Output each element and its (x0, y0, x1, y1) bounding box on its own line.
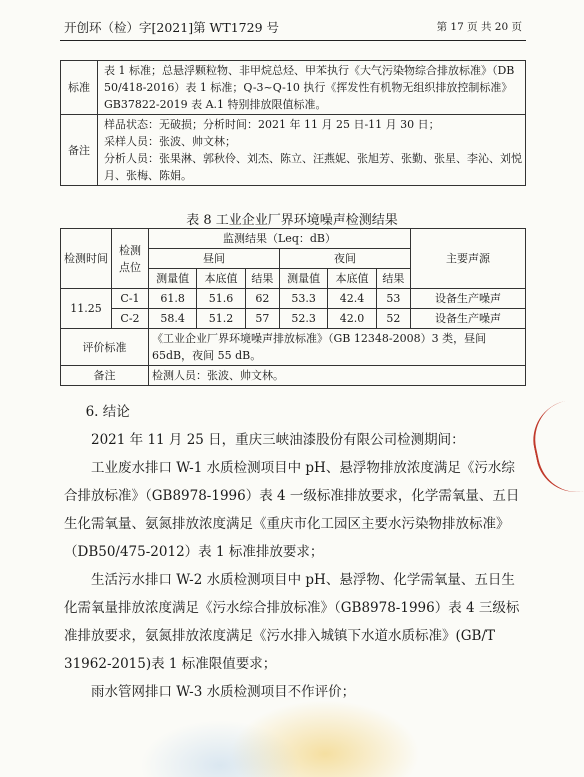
conclusion-paragraph: 雨水管网排口 W-3 水质检测项目不作评价； (91, 684, 356, 700)
col-header-day: 昼间 (149, 249, 280, 269)
night-result-cell: 53 (376, 289, 410, 309)
noise-results-table (60, 228, 526, 386)
day-measured-cell: 58.4 (149, 309, 197, 329)
night-background-cell: 42.4 (328, 289, 376, 309)
eval-text: 《工业企业厂界环境噪声排放标准》（GB 12348-2008）3 类，昼间 65dB，夜间 55 dB。 (149, 329, 526, 366)
table-caption: 表 8 工业企业厂界环境噪声检测结果 (186, 213, 398, 228)
night-result-cell: 52 (376, 309, 410, 329)
source-cell: 设备生产噪声 (411, 309, 526, 329)
day-result-cell: 57 (245, 309, 279, 329)
col-header-day-measured: 测量值 (149, 269, 197, 289)
table-row (61, 115, 526, 186)
table-header-row (61, 229, 526, 249)
col-header-day-background: 本底值 (197, 269, 245, 289)
conclusion-paragraph: 生活污水排口 W-2 水质检测项目中 pH、悬浮物、化学需氧量、五日生化需氧量排放浓度满足《污水综合排放标准》（GB8978-1996）表 4 三级标准排放要求，氨氮排放浓度满足《污水排入城镇下水道水质标准》(GB/T 31962-2015)表 1 标准限值要求； (64, 572, 520, 672)
page-header (64, 14, 522, 36)
col-header-results: 监测结果（Leq：dB） (149, 229, 411, 249)
remarks-text: 检测人员：张波、帅文林。 (149, 366, 526, 386)
table-row (61, 61, 526, 115)
col-header-day-result: 结果 (245, 269, 279, 289)
table-row (61, 309, 526, 329)
night-measured-cell: 52.3 (279, 309, 327, 329)
seal-arc (526, 400, 584, 499)
point-cell: C-2 (112, 309, 149, 329)
night-measured-cell: 53.3 (279, 289, 327, 309)
col-header-night-result: 结果 (376, 269, 410, 289)
table-row (61, 329, 526, 366)
page-number: 第 17 页 共 20 页 (436, 21, 522, 33)
remarks-line: 采样人员：张波、帅文林； (104, 135, 236, 148)
day-measured-cell: 61.8 (149, 289, 197, 309)
remarks-label: 备注 (61, 115, 98, 186)
col-header-source: 主要声源 (411, 229, 526, 289)
col-header-point: 检测点位 (112, 229, 149, 289)
seal-stamp (537, 407, 576, 494)
table-row (61, 289, 526, 309)
section-heading: 6. 结论 (85, 404, 130, 420)
night-background-cell: 42.0 (328, 309, 376, 329)
remarks-cell (98, 115, 526, 186)
col-header-night-measured: 测量值 (279, 269, 327, 289)
conclusion-section (64, 398, 524, 706)
report-number: 开创环（检）字[2021]第 WT1729 号 (64, 20, 280, 35)
day-result-cell: 62 (245, 289, 279, 309)
remarks-label: 备注 (61, 366, 149, 386)
table-row (61, 366, 526, 386)
col-header-night-background: 本底值 (328, 269, 376, 289)
watermark (140, 720, 300, 777)
eval-label: 评价标准 (61, 329, 149, 366)
point-cell: C-1 (112, 289, 149, 309)
conclusion-paragraph: 2021 年 11 月 25 日，重庆三峡油漆股份有限公司检测期间： (91, 432, 465, 448)
day-background-cell: 51.6 (197, 289, 245, 309)
standard-label: 标准 (61, 61, 98, 115)
conclusion-paragraph: 工业废水排口 W-1 水质检测项目中 pH、悬浮物排放浓度满足《污水综合排放标准》（GB8978-1996）表 4 一级标准排放要求，化学需氧量、五日生化需氧量、氨氮排放浓度满足《重庆市化工园区主要水污染物排放标准》（DB50/475-2012）表 1 标准排放要求； (64, 460, 520, 560)
standard-text: 表 1 标准；总悬浮颗粒物、非甲烷总烃、甲苯执行《大气污染物综合排放标准》（DB 50/418-2016）表 1 标准；Q-3~Q-10 执行《挥发性有机物无组织排放控制标准》GB37822-2019 表 A.1 特别排放限值标准。 (98, 61, 526, 115)
header-divider (60, 40, 526, 41)
col-header-date: 检测时间 (61, 229, 112, 289)
remarks-line: 分析人员：张果淋、郭秋伶、刘杰、陈立、汪燕妮、张旭芳、张勤、张星、李沁、刘悦月、张梅、陈娟。 (104, 152, 522, 182)
source-cell: 设备生产噪声 (411, 289, 526, 309)
date-cell: 11.25 (61, 289, 112, 329)
remarks-line: 样品状态：无破损；分析时间：2021 年 11 月 25 日-11 月 30 日； (104, 118, 440, 131)
col-header-night: 夜间 (279, 249, 410, 269)
standards-remarks-table (60, 60, 526, 186)
day-background-cell: 51.2 (197, 309, 245, 329)
